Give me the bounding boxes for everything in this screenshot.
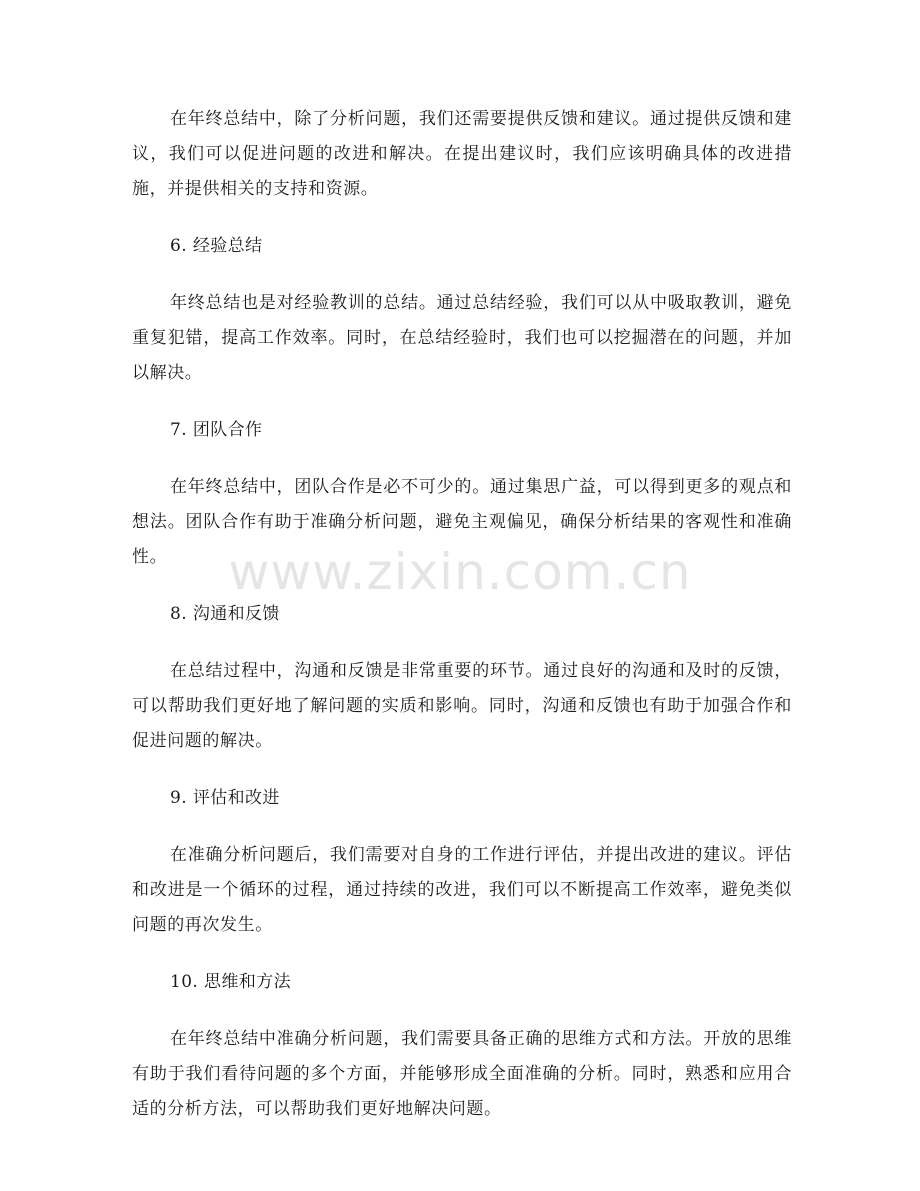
- paragraph-communication: 在总结过程中，沟通和反馈是非常重要的环节。通过良好的沟通和及时的反馈，可以帮助我们更好地了解问题的实质和影响。同时，沟通和反馈也有助于加强合作和促进问题的解决。: [132, 661, 792, 751]
- document-body: [132, 102, 792, 1127]
- paragraph-thinking-methods: 在年终总结中准确分析问题，我们需要具备正确的思维方式和方法。开放的思维有助于我们看待问题的多个方面，并能够形成全面准确的分析。同时，熟悉和应用合适的分析方法，可以帮助我们更好地解决问题。: [132, 1029, 792, 1119]
- paragraph-teamwork: 在年终总结中，团队合作是必不可少的。通过集思广益，可以得到更多的观点和想法。团队合作有助于准确分析问题，避免主观偏见，确保分析结果的客观性和准确性。: [132, 477, 792, 567]
- heading-teamwork: 7. 团队合作: [170, 420, 263, 440]
- paragraph-evaluation: 在准确分析问题后，我们需要对自身的工作进行评估，并提出改进的建议。评估和改进是一个循环的过程，通过持续的改进，我们可以不断提高工作效率，避免类似问题的再次发生。: [132, 845, 792, 935]
- paragraph-experience-summary: 年终总结也是对经验教训的总结。通过总结经验，我们可以从中吸取教训，避免重复犯错，提高工作效率。同时，在总结经验时，我们也可以挖掘潜在的问题，并加以解决。: [132, 293, 792, 383]
- heading-evaluation: 9. 评估和改进: [170, 788, 280, 808]
- paragraph-feedback: 在年终总结中，除了分析问题，我们还需要提供反馈和建议。通过提供反馈和建议，我们可以促进问题的改进和解决。在提出建议时，我们应该明确具体的改进措施，并提供相关的支持和资源。: [132, 109, 792, 199]
- watermark: www.zixin.com.cn: [228, 543, 692, 601]
- heading-experience-summary: 6. 经验总结: [170, 236, 263, 256]
- heading-thinking-methods: 10. 思维和方法: [170, 972, 292, 992]
- heading-communication: 8. 沟通和反馈: [170, 604, 280, 624]
